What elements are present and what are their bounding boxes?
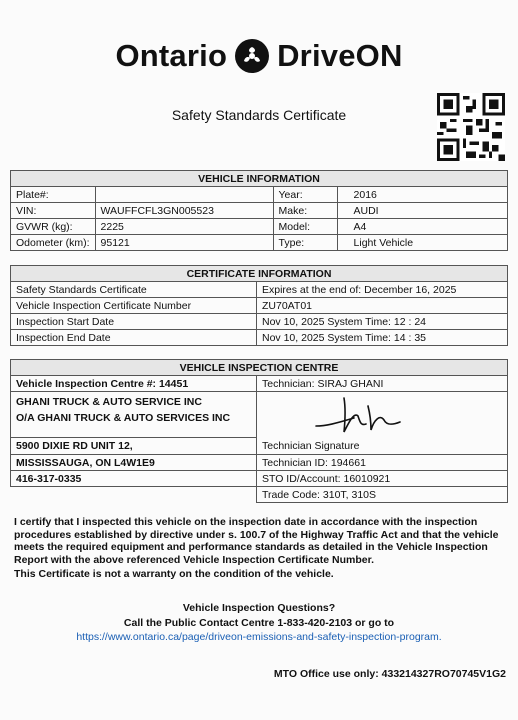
- signature-label: Technician Signature: [262, 440, 360, 452]
- cert-row-value: Nov 10, 2025 System Time: 12 : 24: [257, 314, 508, 330]
- technician-name: Technician: SIRAJ GHANI: [257, 376, 508, 392]
- centre-number: Vehicle Inspection Centre #: 14451: [11, 376, 257, 392]
- table-row: [11, 314, 508, 330]
- contact-url-link[interactable]: https://www.ontario.ca/page/driveon-emissions-and-safety-inspection-program.: [76, 631, 442, 643]
- inspection-centre-table: [10, 359, 508, 503]
- model-value: A4: [337, 219, 507, 235]
- cert-row-label: Vehicle Inspection Certificate Number: [11, 298, 257, 314]
- model-label: Model:: [273, 219, 337, 235]
- vin-label: VIN:: [11, 203, 96, 219]
- vehicle-info-heading: VEHICLE INFORMATION: [11, 171, 508, 187]
- inspection-centre-heading: VEHICLE INSPECTION CENTRE: [11, 360, 508, 376]
- make-value: AUDI: [337, 203, 507, 219]
- gvwr-label: GVWR (kg):: [11, 219, 96, 235]
- cert-row-value: ZU70AT01: [257, 298, 508, 314]
- centre-name-line1: GHANI TRUCK & AUTO SERVICE INC: [16, 396, 202, 408]
- brand-driveon: DriveON: [277, 38, 403, 73]
- signature-icon: [314, 392, 404, 438]
- cert-row-label: Safety Standards Certificate: [11, 282, 257, 298]
- page-title: Safety Standards Certificate: [171, 107, 347, 123]
- contact-call: Call the Public Contact Centre 1-833-420-2103 or go to: [123, 617, 395, 629]
- trillium-logo-icon: [235, 39, 269, 73]
- plate-value: [95, 187, 273, 203]
- certificate-info-table: [10, 265, 508, 346]
- gvwr-value: 2225: [95, 219, 273, 235]
- odometer-label: Odometer (km):: [11, 235, 96, 251]
- centre-address-line2: MISSISSAUGA, ON L4W1E9: [11, 455, 257, 471]
- signature-cell: [257, 392, 508, 455]
- odometer-value: 95121: [95, 235, 273, 251]
- certification-text: I certify that I inspected this vehicle on the inspection date in accordance with the inspection procedures established by directive under s. 100.7 of the Highway Traffic Act and that the vehicle meets the required equipment and performance standards as detailed in the Vehicle Inspection Report with the above referenced Vehicle Inspection Certificate Number.: [14, 516, 499, 566]
- table-row: [11, 330, 508, 346]
- qr-code-icon: [437, 93, 505, 161]
- technician-id: Technician ID: 194661: [257, 455, 508, 471]
- table-row: [11, 282, 508, 298]
- cert-row-label: Inspection End Date: [11, 330, 257, 346]
- certification-statement: [14, 516, 506, 581]
- brand-header: [0, 38, 518, 74]
- cert-row-value: Expires at the end of: December 16, 2025: [257, 282, 508, 298]
- trade-code: Trade Code: 310T, 310S: [257, 487, 508, 503]
- cert-row-value: Nov 10, 2025 System Time: 14 : 35: [257, 330, 508, 346]
- centre-address-line1: 5900 DIXIE RD UNIT 12,: [11, 437, 257, 454]
- plate-label: Plate#:: [11, 187, 96, 203]
- blank-cell: [11, 487, 257, 503]
- brand-ontario: Ontario: [115, 38, 228, 73]
- year-value: 2016: [337, 187, 507, 203]
- centre-name: [11, 392, 257, 438]
- warranty-text: This Certificate is not a warranty on the condition of the vehicle.: [14, 568, 334, 580]
- table-row: [11, 298, 508, 314]
- type-value: Light Vehicle: [337, 235, 507, 251]
- sto-account: STO ID/Account: 16010921: [257, 471, 508, 487]
- type-label: Type:: [273, 235, 337, 251]
- centre-name-line2: O/A GHANI TRUCK & AUTO SERVICES INC: [16, 412, 231, 424]
- certificate-info-heading: CERTIFICATE INFORMATION: [11, 266, 508, 282]
- year-label: Year:: [273, 187, 337, 203]
- make-label: Make:: [273, 203, 337, 219]
- centre-phone: 416-317-0335: [11, 471, 257, 487]
- vin-value: WAUFFCFL3GN005523: [95, 203, 273, 219]
- vehicle-info-table: [10, 170, 508, 251]
- contact-question: Vehicle Inspection Questions?: [182, 602, 336, 614]
- mto-office-code: MTO Office use only: 433214327RO70745V1G2: [273, 668, 506, 680]
- cert-row-label: Inspection Start Date: [11, 314, 257, 330]
